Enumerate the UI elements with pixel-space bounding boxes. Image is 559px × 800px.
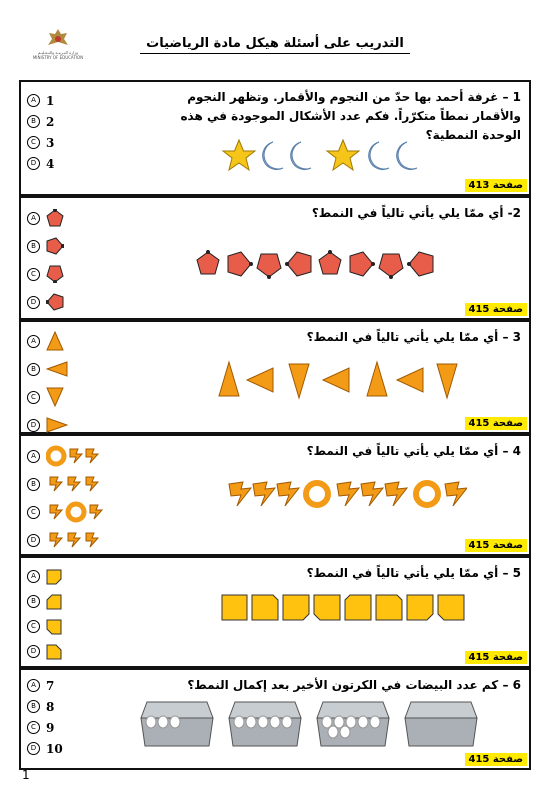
star-moon-pattern — [221, 138, 431, 178]
q6-text: 6 – كم عدد البيضات في الكرتون الأخير بعد إكمال النمط؟ — [187, 678, 521, 692]
egg-carton-icon — [405, 702, 477, 746]
q4-option-d[interactable]: D — [27, 526, 108, 554]
q4-option-a[interactable]: A — [27, 442, 108, 470]
q5-options — [27, 564, 62, 664]
q4-text: 4 – أي ممّا يلي يأتي تالياً في النمط؟ — [306, 444, 521, 458]
q2-option-c[interactable]: C — [27, 260, 64, 288]
q1-option-a[interactable]: A 1 — [27, 90, 54, 111]
q2-option-b[interactable]: B — [27, 232, 64, 260]
q5-text: 5 – أي ممّا يلي يأتي تالياً في النمط؟ — [306, 566, 521, 580]
q2-text: 2- أي ممّا يلي يأتي تالياً في النمط؟ — [311, 206, 521, 220]
question-3 — [19, 320, 531, 434]
triangle-up-icon — [46, 331, 64, 351]
q6-option-c[interactable]: C 9 — [27, 717, 63, 738]
q6-page-ref: صفحة 415 — [465, 753, 528, 766]
folded-square-icon — [46, 644, 62, 660]
egg-carton-icon — [317, 702, 389, 746]
emblem-icon — [46, 28, 70, 50]
pentagon-icon — [46, 209, 64, 227]
q1-options — [27, 90, 54, 174]
q4-options — [27, 442, 108, 554]
triangle-down-icon — [437, 364, 457, 398]
q5-option-d[interactable]: D — [27, 639, 62, 664]
q1-page-ref: صفحة 413 — [465, 179, 528, 192]
star-icon — [223, 140, 255, 170]
pentagon-icon — [46, 237, 64, 255]
pentagon-icon — [228, 252, 253, 276]
q1-text: 1 – غرفة أحمد بها حدّ من النجوم والأقمار. وتظهر النجوم والأقمار نمطاً متكرّراً. فكم عدد الأشكال الموجودة في هذه الوحدة النمطية؟ — [180, 90, 521, 142]
q3-text: 3 – أي ممّا يلي يأتي تالياً في النمط؟ — [306, 330, 521, 344]
triangle-down-icon — [46, 387, 64, 407]
pentagon-icon — [350, 252, 375, 276]
q4-option-b[interactable]: B — [27, 470, 108, 498]
bolt-bolt-icon — [46, 473, 108, 495]
triangle-up-icon — [367, 362, 387, 396]
pentagon-icon — [257, 254, 281, 279]
folded-square-icon — [46, 569, 62, 585]
egg-carton-icon — [229, 702, 301, 746]
pentagon-pattern — [195, 244, 445, 284]
q2-page-ref: صفحة 415 — [465, 303, 528, 316]
bolt-ring-pattern — [227, 476, 467, 512]
q5-option-b[interactable]: B — [27, 589, 62, 614]
folded-square-icon — [46, 594, 62, 610]
q3-page-ref: صفحة 415 — [465, 417, 528, 430]
pentagon-icon — [197, 250, 219, 274]
q3-options — [27, 327, 68, 439]
triangle-left-icon — [46, 361, 68, 377]
question-4 — [19, 434, 531, 556]
q6-options — [27, 675, 63, 759]
bolt-ring-icon — [46, 501, 108, 523]
moon-icon — [369, 142, 389, 170]
bolt-bolt-icon — [46, 529, 108, 551]
triangle-left-icon — [247, 368, 273, 392]
question-5 — [19, 556, 531, 668]
egg-carton-icon — [141, 702, 213, 746]
star-icon — [327, 140, 359, 170]
pentagon-icon — [46, 265, 64, 283]
moon-icon — [263, 142, 283, 170]
q3-option-a[interactable]: A — [27, 327, 68, 355]
folded-square-pattern — [221, 594, 483, 622]
q2-options — [27, 204, 64, 316]
triangle-down-icon — [289, 364, 309, 398]
egg-carton-pattern — [137, 700, 497, 750]
q6-option-a[interactable]: A 7 — [27, 675, 63, 696]
q1-option-c[interactable]: C 3 — [27, 132, 54, 153]
q2-option-d[interactable]: D — [27, 288, 64, 316]
pentagon-icon — [319, 250, 341, 274]
pentagon-icon — [379, 254, 403, 279]
q5-option-a[interactable]: A — [27, 564, 62, 589]
page-number: 1 — [22, 768, 30, 782]
pentagon-icon — [46, 293, 64, 311]
triangle-left-icon — [397, 368, 423, 392]
triangle-pattern — [217, 360, 467, 400]
q6-option-d[interactable]: D 10 — [27, 738, 63, 759]
moon-icon — [397, 142, 417, 170]
question-1 — [19, 80, 531, 196]
question-6 — [19, 668, 531, 770]
q3-option-c[interactable]: C — [27, 383, 68, 411]
ministry-name-ar: وزارة التـربيـة والتـعـليـم — [37, 50, 79, 55]
page-title: التدريب على أسئلة هيكل مادة الرياضيات — [140, 36, 410, 54]
triangle-right-icon — [46, 417, 68, 433]
folded-square-icon — [46, 619, 62, 635]
q4-page-ref: صفحة 415 — [465, 539, 528, 552]
ministry-name-en: MINISTRY OF EDUCATION — [32, 55, 84, 60]
question-2 — [19, 196, 531, 320]
triangle-left-icon — [323, 368, 349, 392]
pentagon-icon — [285, 252, 311, 276]
moon-icon — [291, 142, 311, 170]
ring-bolt-icon — [46, 445, 108, 467]
q5-option-c[interactable]: C — [27, 614, 62, 639]
q1-option-d[interactable]: D 4 — [27, 153, 54, 174]
q1-option-b[interactable]: B 2 — [27, 111, 54, 132]
q3-option-d[interactable]: D — [27, 411, 68, 439]
q4-option-c[interactable]: C — [27, 498, 108, 526]
q2-option-a[interactable]: A — [27, 204, 64, 232]
triangle-up-icon — [219, 362, 239, 396]
ministry-logo — [28, 28, 88, 73]
q3-option-b[interactable]: B — [27, 355, 68, 383]
pentagon-icon — [407, 252, 433, 276]
q6-option-b[interactable]: B 8 — [27, 696, 63, 717]
q5-page-ref: صفحة 415 — [465, 651, 528, 664]
